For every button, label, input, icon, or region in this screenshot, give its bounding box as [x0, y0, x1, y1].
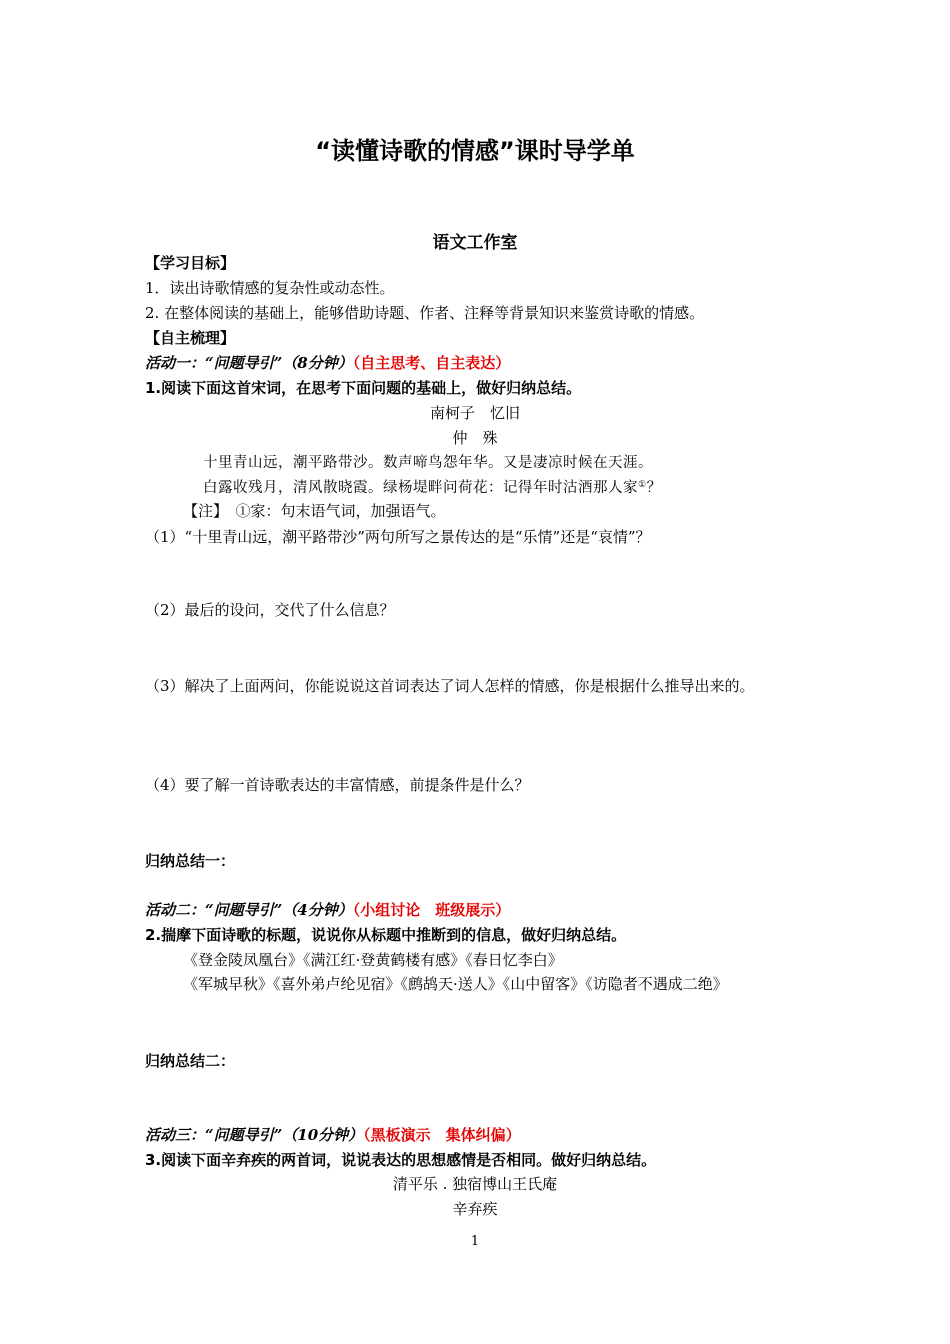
author-line: 语文工作室: [432, 233, 518, 253]
titles-line-1: 《登金陵凤凰台》《满江红·登黄鹤楼有感》《春日忆李白》: [183, 951, 563, 969]
poem1-line-1: 十里青山远，潮平路带沙。数声啼鸟怨年华。又是凄凉时候在天涯。: [203, 455, 653, 471]
poem3-title: 清平乐 . 独宿博山王氏庵: [392, 1175, 558, 1193]
poem1-note: 【注】 ①家：句末语气词，加强语气。: [183, 502, 446, 520]
activity2-header: [145, 899, 510, 920]
question-1: （1）“十里青山远，潮平路带沙”两句所写之景传达的是“乐情”还是“哀情”？: [145, 528, 651, 546]
question-4: （4）要了解一首诗歌表达的丰富情感，前提条件是什么？: [145, 776, 530, 794]
page-number: 1: [470, 1234, 480, 1249]
objectives-heading: 【学习目标】: [145, 254, 236, 272]
poem1-line-2: 白露收残月，清风散晓霞。绿杨堤畔问荷花：记得年时沽酒那人家①？: [203, 480, 662, 496]
question-3: （3）解决了上面两问，你能说说这首词表达了词人怎样的情感，你是根据什么推导出来的。: [145, 677, 755, 695]
question-2: （2）最后的设问，交代了什么信息？: [145, 601, 395, 619]
poem3-author: 辛弃疾: [452, 1200, 498, 1218]
activity3-tag: （黑板演示 集体纠偏）: [363, 1126, 521, 1144]
activity2-tag: （小组讨论 班级展示）: [352, 901, 511, 919]
poem1-author: 仲 殊: [452, 429, 498, 447]
summary-1: 归纳总结一：: [145, 852, 236, 870]
summary-2: 归纳总结二：: [145, 1052, 236, 1070]
poem1-title: 南柯子 忆旧: [429, 404, 520, 422]
activity1-task: 1.阅读下面这首宋词，在思考下面问题的基础上，做好归纳总结。: [145, 379, 582, 397]
activity1-tag: （自主思考、自主表达）: [352, 354, 511, 372]
objective-item-2: 2. 在整体阅读的基础上，能够借助诗题、作者、注释等背景知识来鉴赏诗歌的情感。: [145, 304, 705, 322]
activity2-task: 2.揣摩下面诗歌的标题，说说你从标题中推断到的信息，做好归纳总结。: [145, 926, 627, 944]
note-mark: ①: [638, 480, 647, 490]
activity1-label: 活动一：“问题导引”（8分钟）: [145, 354, 353, 372]
self-study-heading: 【自主梳理】: [145, 329, 236, 347]
activity2-label: 活动二：“问题导引”（4分钟）: [145, 901, 353, 919]
activity3-header: [145, 1124, 521, 1145]
objective-item-1: 1．读出诗歌情感的复杂性或动态性。: [145, 279, 395, 297]
activity3-task: 3.阅读下面辛弃疾的两首词，说说表达的思想感情是否相同。做好归纳总结。: [145, 1151, 657, 1169]
titles-line-2: 《军城早秋》《喜外弟卢纶见宿》《鹧鸪天·送人》《山中留客》《访隐者不遇成二绝》: [183, 975, 728, 993]
activity1-header: [145, 352, 510, 373]
page-title: “读懂诗歌的情感”课时导学单: [315, 137, 635, 165]
activity3-label: 活动三：“问题导引”（10分钟）: [145, 1126, 364, 1144]
